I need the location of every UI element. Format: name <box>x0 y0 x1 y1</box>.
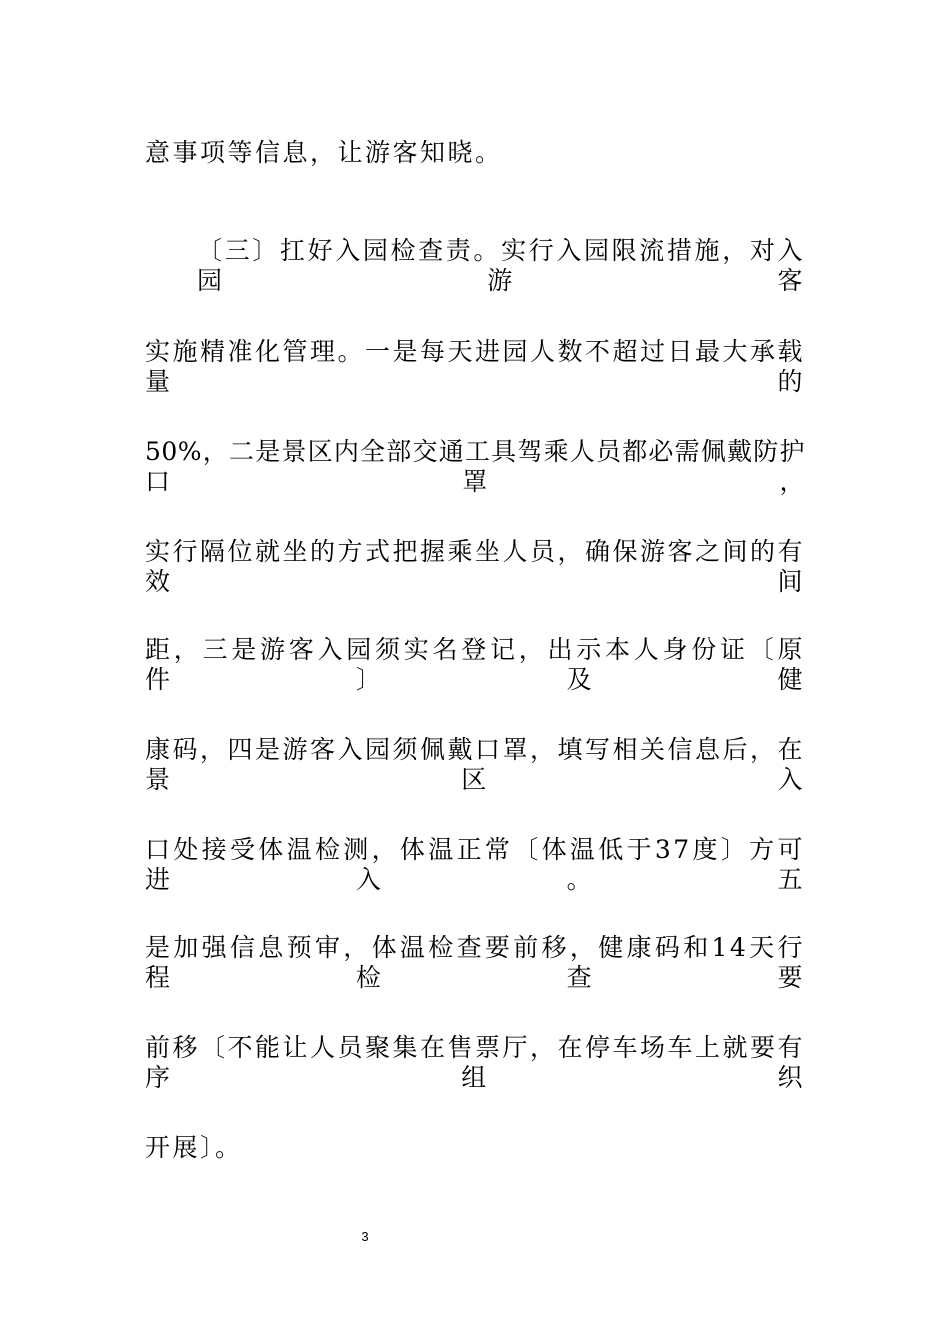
paragraph-line: 50%，二是景区内全部交通工具驾乘人员都必需佩戴防护口罩， <box>145 437 805 496</box>
paragraph-line: 意事项等信息，让游客知晓。 <box>145 138 503 167</box>
paragraph-line: 康码，四是游客入园须佩戴口罩，填写相关信息后，在景区入 <box>145 735 806 794</box>
paragraph-line: 口处接受体温检测，体温正常〔体温低于37度〕方可进入。五 <box>145 835 805 894</box>
paragraph-line: 实行隔位就坐的方式把握乘坐人员，确保游客之间的有效间 <box>145 537 806 596</box>
paragraph-line: 开展〕。 <box>145 1133 243 1162</box>
page-number: 3 <box>361 1229 369 1244</box>
paragraph-line: 〔三〕扛好入园检查责。实行入园限流措施，对入园游客 <box>197 236 805 295</box>
paragraph-line: 实施精准化管理。一是每天进园人数不超过日最大承载量的 <box>145 337 806 396</box>
paragraph-line: 距，三是游客入园须实名登记，出示本人身份证〔原件〕及健 <box>145 635 805 694</box>
paragraph-line: 前移〔不能让人员聚集在售票厅，在停车场车上就要有序组织 <box>145 1033 806 1092</box>
paragraph-line: 是加强信息预审，体温检查要前移，健康码和14天行程检查要 <box>145 933 805 992</box>
